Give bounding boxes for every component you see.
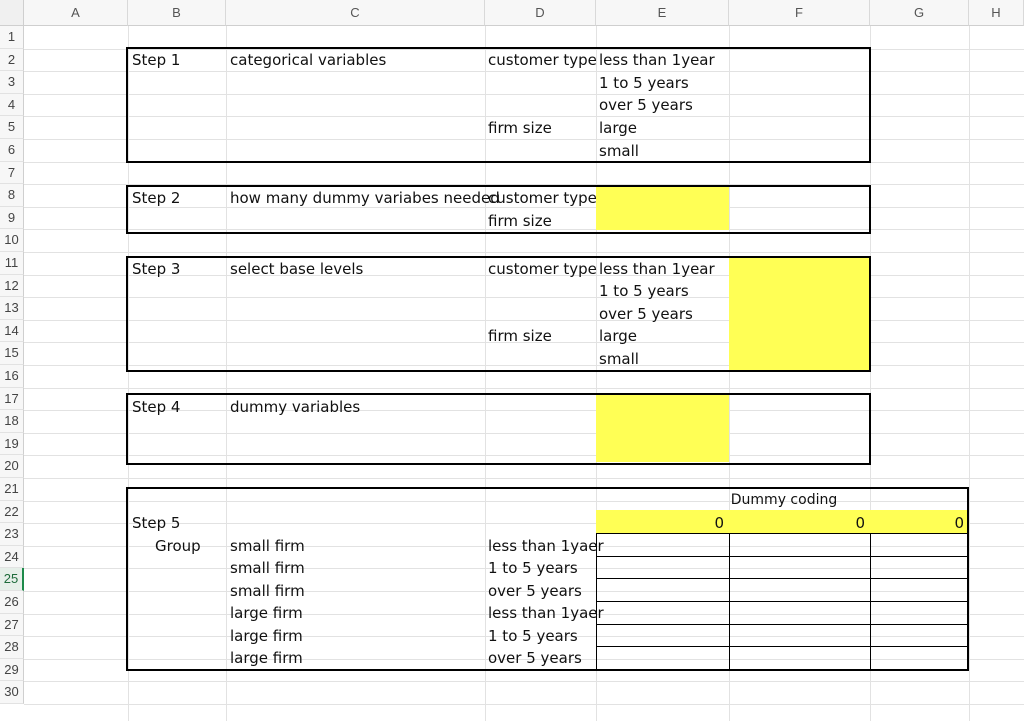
step4-desc[interactable]: dummy variables bbox=[230, 398, 361, 416]
step3-desc[interactable]: select base levels bbox=[230, 260, 364, 278]
dummy-value-cell[interactable]: 0 bbox=[954, 514, 964, 532]
step2-var2[interactable]: firm size bbox=[488, 212, 552, 230]
step1-var1[interactable]: customer type bbox=[488, 51, 597, 69]
step2-label[interactable]: Step 2 bbox=[132, 189, 181, 207]
group-customer-cell[interactable]: less than 1yaer bbox=[488, 604, 604, 622]
table-border bbox=[870, 533, 871, 671]
row-header[interactable]: 10 bbox=[0, 229, 24, 252]
group-customer-cell[interactable]: over 5 years bbox=[488, 649, 582, 667]
step3-level[interactable]: small bbox=[599, 350, 639, 368]
row-header[interactable]: 13 bbox=[0, 297, 24, 320]
row-header[interactable]: 11 bbox=[0, 252, 24, 275]
row-header[interactable]: 20 bbox=[0, 455, 24, 478]
column-header-c[interactable]: C bbox=[226, 0, 485, 26]
gridline bbox=[969, 26, 970, 721]
group-firm-cell[interactable]: large firm bbox=[230, 604, 303, 622]
row-header[interactable]: 16 bbox=[0, 365, 24, 388]
group-label[interactable]: Group bbox=[155, 537, 201, 555]
row-header[interactable]: 25 bbox=[0, 568, 24, 591]
row-header[interactable]: 6 bbox=[0, 139, 24, 162]
step1-level[interactable]: less than 1year bbox=[599, 51, 715, 69]
row-header[interactable]: 17 bbox=[0, 388, 24, 411]
gridline bbox=[24, 704, 1024, 705]
table-border bbox=[596, 601, 969, 602]
step1-level[interactable]: large bbox=[599, 119, 638, 137]
gridline bbox=[24, 681, 1024, 682]
group-customer-cell[interactable]: 1 to 5 years bbox=[488, 559, 578, 577]
table-border bbox=[596, 556, 969, 557]
group-customer-cell[interactable]: over 5 years bbox=[488, 582, 582, 600]
row-header[interactable]: 24 bbox=[0, 546, 24, 569]
step3-var2[interactable]: firm size bbox=[488, 327, 552, 345]
group-customer-cell[interactable]: less than 1yaer bbox=[488, 537, 604, 555]
row-header[interactable]: 21 bbox=[0, 478, 24, 501]
row-header[interactable]: 30 bbox=[0, 681, 24, 704]
row-header[interactable]: 7 bbox=[0, 162, 24, 185]
column-header-a[interactable]: A bbox=[24, 0, 128, 26]
row-header[interactable]: 26 bbox=[0, 591, 24, 614]
step1-level[interactable]: 1 to 5 years bbox=[599, 74, 689, 92]
step3-level[interactable]: 1 to 5 years bbox=[599, 282, 689, 300]
column-header-h[interactable]: H bbox=[969, 0, 1024, 26]
step3-level[interactable]: over 5 years bbox=[599, 305, 693, 323]
gridline bbox=[24, 388, 1024, 389]
table-border bbox=[729, 533, 730, 671]
dummy-coding-header[interactable]: Dummy coding bbox=[730, 492, 838, 508]
row-header[interactable]: 28 bbox=[0, 636, 24, 659]
group-firm-cell[interactable]: large firm bbox=[230, 627, 303, 645]
row-header[interactable]: 9 bbox=[0, 207, 24, 230]
step2-var1[interactable]: customer type bbox=[488, 189, 597, 207]
step1-level[interactable]: over 5 years bbox=[599, 96, 693, 114]
row-header[interactable]: 12 bbox=[0, 275, 24, 298]
step3-level[interactable]: large bbox=[599, 327, 638, 345]
row-header[interactable]: 22 bbox=[0, 501, 24, 524]
row-header[interactable]: 14 bbox=[0, 320, 24, 343]
row-header[interactable]: 8 bbox=[0, 184, 24, 207]
dummy-value-cell[interactable]: 0 bbox=[714, 514, 724, 532]
column-header-e[interactable]: E bbox=[596, 0, 729, 26]
row-header[interactable]: 27 bbox=[0, 614, 24, 637]
row-header[interactable]: 19 bbox=[0, 433, 24, 456]
column-header-f[interactable]: F bbox=[729, 0, 870, 26]
column-header-g[interactable]: G bbox=[870, 0, 969, 26]
gridline bbox=[24, 252, 1024, 253]
row-header[interactable]: 3 bbox=[0, 71, 24, 94]
step1-label[interactable]: Step 1 bbox=[132, 51, 181, 69]
table-border bbox=[596, 578, 969, 579]
step3-label[interactable]: Step 3 bbox=[132, 260, 181, 278]
row-header[interactable]: 15 bbox=[0, 342, 24, 365]
row-header[interactable]: 4 bbox=[0, 94, 24, 117]
group-firm-cell[interactable]: small firm bbox=[230, 537, 305, 555]
select-all-corner[interactable] bbox=[0, 0, 24, 26]
step3-level[interactable]: less than 1year bbox=[599, 260, 715, 278]
row-header[interactable]: 1 bbox=[0, 26, 24, 49]
row-header[interactable]: 5 bbox=[0, 116, 24, 139]
step1-var2[interactable]: firm size bbox=[488, 119, 552, 137]
row-header[interactable]: 23 bbox=[0, 523, 24, 546]
gridline bbox=[24, 478, 1024, 479]
row-header[interactable]: 29 bbox=[0, 659, 24, 682]
column-header-b[interactable]: B bbox=[128, 0, 226, 26]
table-border bbox=[596, 646, 969, 647]
group-firm-cell[interactable]: small firm bbox=[230, 559, 305, 577]
row-header[interactable]: 2 bbox=[0, 49, 24, 72]
group-firm-cell[interactable]: large firm bbox=[230, 649, 303, 667]
step4-label[interactable]: Step 4 bbox=[132, 398, 181, 416]
group-customer-cell[interactable]: 1 to 5 years bbox=[488, 627, 578, 645]
row-header[interactable]: 18 bbox=[0, 410, 24, 433]
table-border bbox=[596, 624, 969, 625]
group-firm-cell[interactable]: small firm bbox=[230, 582, 305, 600]
step1-desc[interactable]: categorical variables bbox=[230, 51, 387, 69]
step3-var1[interactable]: customer type bbox=[488, 260, 597, 278]
step1-level[interactable]: small bbox=[599, 142, 639, 160]
step2-desc[interactable]: how many dummy variabes needed bbox=[230, 189, 500, 207]
step5-label[interactable]: Step 5 bbox=[132, 514, 181, 532]
dummy-value-cell[interactable]: 0 bbox=[855, 514, 865, 532]
column-header-d[interactable]: D bbox=[485, 0, 596, 26]
